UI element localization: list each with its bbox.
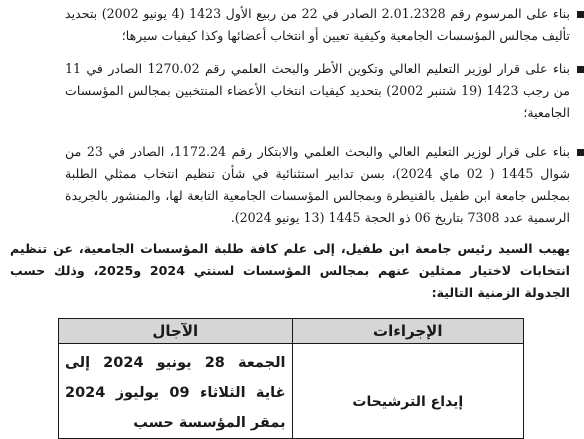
- bullet-text: بناء على المرسوم رقم 2.01.2328 الصادر في 22 من ربيع الأول 1423 (4 يونيو 2002) بتحديد تأليف مجالس المؤسسات الجامعية وكيفية تعيين أو انتخاب أعضائها وكذا كيفيات سيرها؛: [65, 6, 570, 43]
- bullet-text: بناء على قرار لوزير التعليم العالي وتكوين الأطر والبحث العلمي رقم 1270.02 الصادر في 11 من رجب 1423 (19 شتنبر 2002) بتحديد كيفيات انتخاب الأعضاء المنتخبين بمجالس المؤسسات الجامعية؛: [65, 61, 571, 120]
- legal-reference-minister-decision-1172: [65, 141, 570, 229]
- deadline-column-header: الآجال: [59, 319, 293, 344]
- election-schedule-table: [58, 318, 524, 439]
- legal-reference-minister-decision-1270: [65, 58, 570, 124]
- table-row: [59, 344, 524, 439]
- deadline-text: الجمعة 28 يونيو 2024 إلى غاية الثلاثاء 09 يوليوز 2024 بمقر المؤسسة حسب: [65, 355, 286, 431]
- square-bullet-icon: [577, 11, 584, 18]
- square-bullet-icon: [577, 149, 584, 156]
- square-bullet-icon: [577, 66, 584, 73]
- procedure-text: إيداع الترشيحات: [352, 394, 464, 410]
- procedure-cell: [292, 344, 523, 439]
- announcement-paragraph: يهيب السيد رئيس جامعة ابن طفيل، إلى علم كافة طلبة المؤسسات الجامعية، عن تنظيم انتخابات لاختيار ممثلين عنهم بمجالس المؤسسات لسنتي 2024 و2025، وذلك حسب الجدولة الزمنية التالية:: [10, 241, 570, 300]
- bullet-text: بناء على قرار لوزير التعليم العالي والبحث العلمي والابتكار رقم 1172.24، الصادر في 23 من شوال 1445 ( 02 ماي 2024)، بسن تدابير استثنائية في شأن تنظيم انتخاب ممثلي الطلبة بمجلس جامعة ابن طفيل بالقنيطرة وبمجالس المؤسسات الجامعية التابعة لها، والمنشور بالجريدة الرسمية عدد 7308 بتاريخ 06 ذو الحجة 1445 (13 يونيو 2024).: [65, 144, 571, 225]
- deadline-cell: [59, 344, 293, 439]
- legal-reference-decree-2002: [65, 3, 570, 47]
- table-header-row: [59, 319, 524, 344]
- procedures-column-header: الإجراءات: [292, 319, 523, 344]
